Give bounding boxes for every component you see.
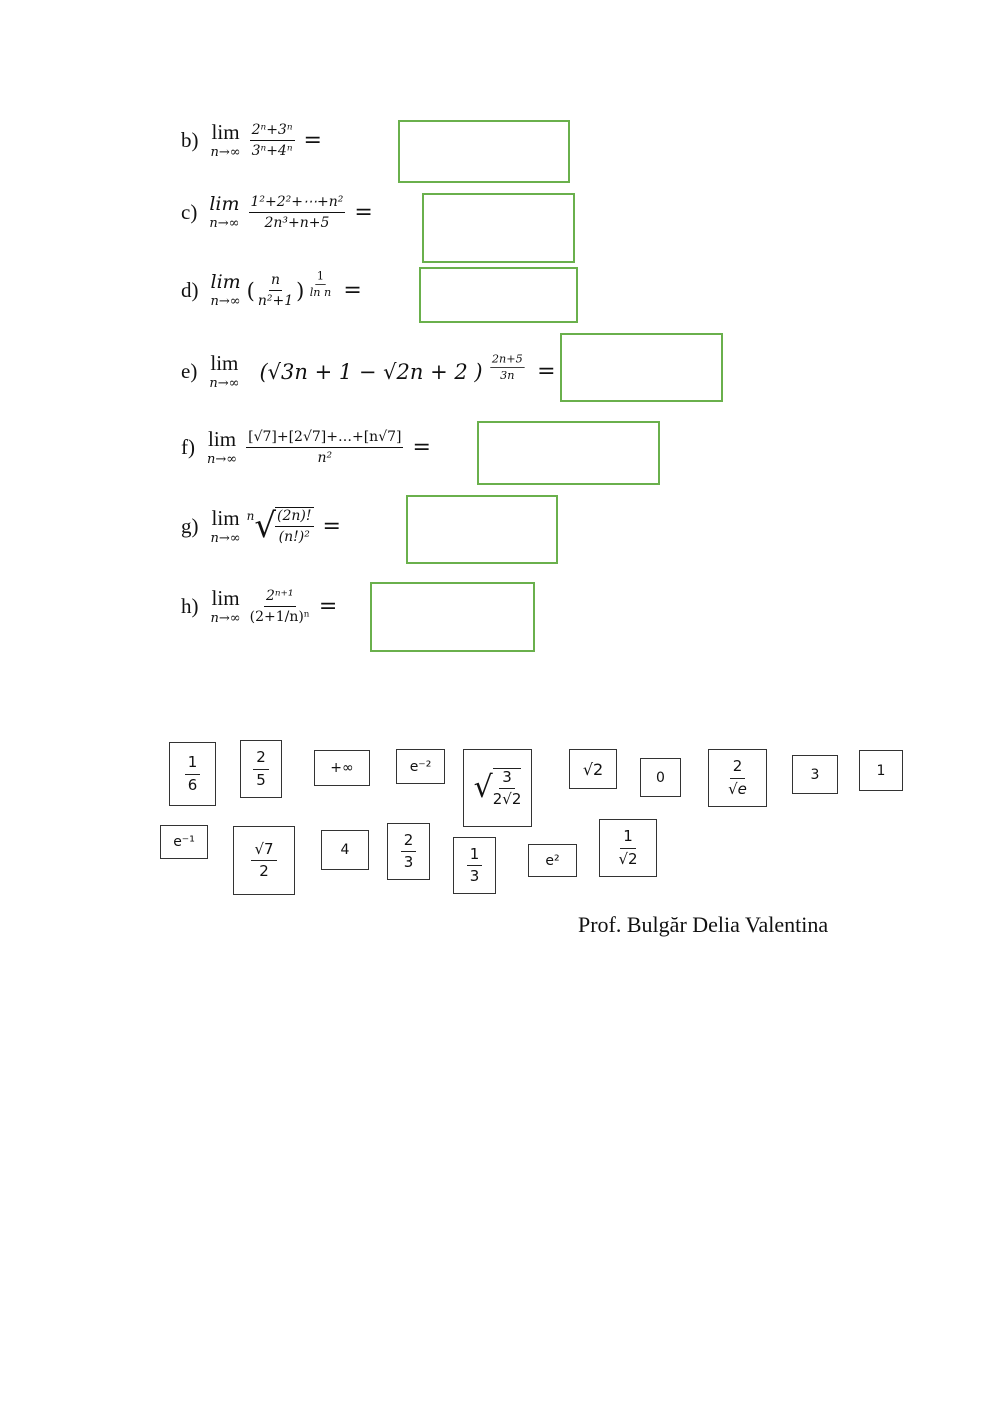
limit-operator: lim n→∞ — [210, 271, 241, 310]
exercise-label: f) — [181, 435, 195, 460]
answer-tile-four[interactable]: 4 — [321, 830, 369, 870]
fraction: $\frac{\text{1²+2²+⋯+n²}}{\text{2n³+n+5}}$ — [250, 194, 344, 232]
exercise-g: g) lim n→∞ n √ $\frac{(2n)!}{\text{(n!)²}}$ = — [181, 505, 341, 547]
fraction: $\frac{[√7]+[2√7]+\dots+[n√7]}{\text{n²}}$ — [248, 429, 402, 467]
answer-tile-1-over-sqrt2[interactable]: 1 √2 — [599, 819, 657, 877]
answer-box-g[interactable] — [406, 495, 558, 564]
answer-tile-sqrt-2[interactable]: √2 — [569, 749, 617, 789]
exercise-label: d) — [181, 278, 199, 303]
equals-sign: = — [303, 128, 322, 154]
answer-tile-one-sixth[interactable]: 1 6 — [169, 742, 216, 806]
answer-tile-sqrt-3-over-2sqrt2[interactable]: √ 3 2√2 — [463, 749, 532, 827]
answer-box-e[interactable] — [560, 333, 723, 402]
exercise-label: e) — [181, 359, 198, 383]
fraction: $\frac{n}{\text{n²+1}}$ — [257, 272, 294, 310]
exercise-label: b) — [181, 128, 199, 153]
answer-tile-sqrt7-over-2[interactable]: √7 2 — [233, 826, 295, 895]
answer-tile-e-minus-1[interactable]: e⁻¹ — [160, 825, 208, 859]
exercise-label: g) — [181, 513, 199, 538]
answer-box-d[interactable] — [419, 267, 578, 323]
limit-operator: lim n→∞ — [210, 505, 241, 546]
exercise-f — [181, 429, 431, 466]
answer-tile-one-third[interactable]: 1 3 — [453, 837, 496, 894]
equals-sign: = — [343, 278, 362, 304]
answer-box-b[interactable] — [398, 120, 570, 183]
fraction: $\frac{(2n)!}{\text{(n!)²}}$ — [277, 508, 312, 546]
exercise-c — [181, 194, 373, 231]
equals-sign: = — [354, 200, 373, 226]
author-name: Prof. Bulgăr Delia Valentina — [578, 912, 829, 937]
limit-operator: lim n→∞ — [210, 120, 241, 161]
equals-sign: = — [322, 513, 341, 539]
exercise-h — [181, 588, 337, 625]
limit-operator: lim n→∞ — [207, 427, 238, 468]
exercise-e — [181, 353, 556, 390]
answer-tile-one[interactable]: 1 — [859, 750, 903, 791]
answer-tile-e-minus-2[interactable]: e⁻² — [396, 749, 445, 784]
exercise-b — [181, 122, 322, 159]
answer-tile-e-squared[interactable]: e² — [528, 844, 577, 877]
fraction: $\frac{\text{2ⁿ+3ⁿ}}{\text{3ⁿ+4ⁿ}}$ — [251, 122, 293, 160]
root-index: n — [246, 509, 255, 523]
exercise-d: d) lim n→∞ ( $\frac{n}{\text{n²+1}}$ ) $\frac{1}{\text{ln n}}$ = — [181, 269, 362, 310]
answer-tile-two-thirds[interactable]: 2 3 — [387, 823, 430, 880]
equals-sign: = — [537, 359, 556, 384]
expression-body: (√3n + 1 − √2n + 2 ) — [259, 359, 483, 384]
limit-operator: lim n→∞ — [210, 586, 241, 627]
exercise-label: h) — [181, 594, 199, 619]
answer-tile-plus-infinity[interactable]: +∞ — [314, 750, 370, 786]
fraction: $\frac{\text{2ⁿ⁺¹}}{\text{(2+1/n)ⁿ}}$ — [249, 588, 310, 626]
limit-operator: lim n→∞ — [209, 351, 240, 391]
answer-box-f[interactable] — [477, 421, 660, 485]
exercise-label: c) — [181, 200, 198, 225]
answer-box-c[interactable] — [422, 193, 575, 263]
answer-tile-zero[interactable]: 0 — [640, 758, 681, 797]
exponent: $\frac{2n+5}{3n}$ — [491, 352, 523, 383]
equals-sign: = — [318, 594, 338, 620]
answer-tile-2-over-sqrt-e[interactable]: 2 √e — [708, 749, 767, 807]
exponent: $\frac{1}{\text{ln n}}$ — [310, 269, 332, 300]
answer-tile-two-fifths[interactable]: 2 5 — [240, 740, 282, 798]
limit-operator: lim n→∞ — [209, 193, 240, 232]
equals-sign: = — [412, 435, 431, 461]
answer-tile-three[interactable]: 3 — [792, 755, 838, 794]
answer-box-h[interactable] — [370, 582, 535, 652]
